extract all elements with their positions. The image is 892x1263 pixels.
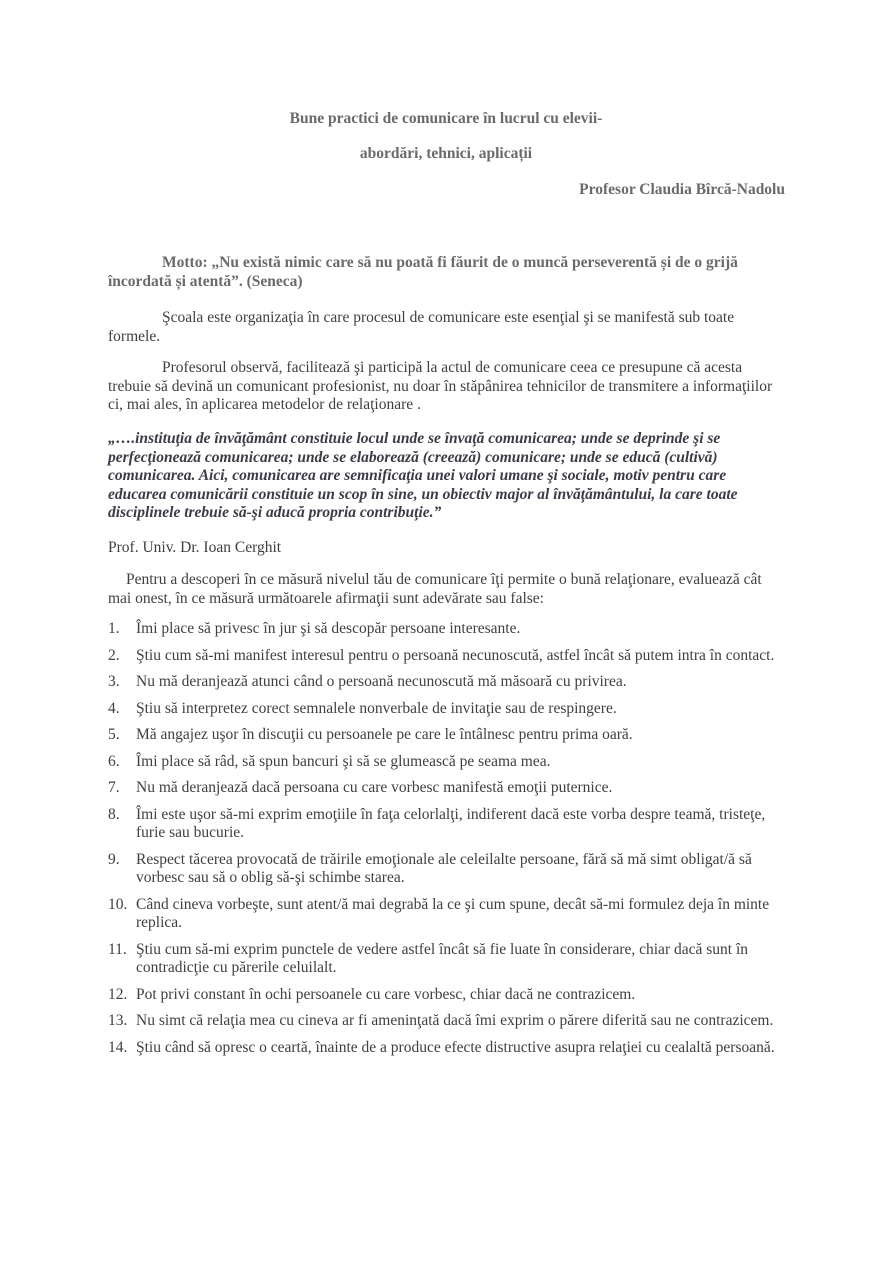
item-text: Îmi place să râd, să spun bancuri şi să se glumească pe seama mea. bbox=[136, 752, 551, 770]
item-number: 13. bbox=[108, 1012, 128, 1029]
item-text: Nu mă deranjează atunci când o persoană necunoscută mă măsoară cu privirea. bbox=[136, 673, 627, 690]
item-text: Ştiu cum să-mi manifest interesul pentru o persoană necunoscută, astfel încât să putem intra în contact. bbox=[136, 646, 775, 664]
item-number: 5. bbox=[108, 726, 120, 743]
list-item bbox=[108, 647, 784, 666]
item-number: 3. bbox=[108, 673, 120, 690]
list-item bbox=[108, 851, 784, 888]
item-number: 9. bbox=[108, 850, 120, 868]
item-text: Ştiu când să opresc o ceartă, înainte de a produce efecte distructive asupra relaţiei cu cealaltă persoană. bbox=[136, 1038, 775, 1056]
list-item bbox=[108, 753, 784, 772]
item-text: Îmi este uşor să-mi exprim emoţiile în faţa celorlalţi, indiferent dacă este vorba despre teamă, tristeţe, furie sau bucurie. bbox=[136, 805, 766, 841]
title-line-2: abordări, tehnici, aplicații bbox=[359, 145, 533, 162]
cerghit-quote: „….instituţia de învăţământ constituie locul unde se învaţă comunicarea; unde se deprinde şi se perfecţionează comunicarea; unde se elaborează (creează) comunicare; unde se educă (cultivă) comunicarea. Aici, comunicarea are semnificaţia unei valori umane şi sociale, motiv pentru care educarea comunicării constituie un scop în sine, un obiectiv major al învăţământului, la care toate disciplinele trebuie să-şi aducă propria contribuţie.” bbox=[108, 430, 738, 521]
item-text: Respect tăcerea provocată de trăirile emoţionale ale celeilalte persoane, fără să mă simt obligat/ă să vorbesc sau să o oblig să-şi schimbe starea. bbox=[136, 850, 752, 886]
item-number: 7. bbox=[108, 779, 120, 796]
paragraph-school: Şcoala este organizaţia în care procesul de comunicare este esenţial şi se manifestă sub toate formele. bbox=[108, 309, 735, 345]
list-item bbox=[108, 986, 784, 1005]
item-number: 11. bbox=[108, 940, 127, 958]
item-text: Când cineva vorbeşte, sunt atent/ă mai degrabă la ce şi cum spune, decât să-mi formulez deja în minte replica. bbox=[136, 895, 770, 931]
item-text: Nu mă deranjează dacă persoana cu care vorbesc manifestă emoţii puternice. bbox=[136, 779, 613, 796]
motto-paragraph: Motto: „Nu există nimic care să nu poată fi făurit de o muncă perseverentă și de o grijă încordată și atentă”. (Seneca) bbox=[108, 254, 738, 290]
list-item bbox=[108, 1039, 784, 1058]
list-item bbox=[108, 620, 784, 639]
item-text: Nu simt că relaţia mea cu cineva ar fi ameninţată dacă îmi exprim o părere diferită sau ne contrazicem. bbox=[136, 1012, 774, 1029]
list-item bbox=[108, 941, 784, 978]
item-number: 14. bbox=[108, 1038, 128, 1056]
item-number: 6. bbox=[108, 752, 120, 770]
statement-list bbox=[108, 620, 784, 1065]
list-item bbox=[108, 700, 784, 719]
item-text: Pot privi constant în ochi persoanele cu care vorbesc, chiar dacă ne contrazicem. bbox=[136, 985, 636, 1003]
item-text: Ştiu cum să-mi exprim punctele de vedere astfel încât să fie luate în considerare, chiar dacă sunt în contradicţie cu părerile celuilalt. bbox=[136, 940, 749, 976]
item-text: Ştiu să interpretez corect semnalele nonverbale de invitaţie sau de respingere. bbox=[136, 699, 617, 717]
item-text: Îmi place să privesc în jur şi să descopăr persoane interesante. bbox=[136, 620, 521, 637]
list-item bbox=[108, 806, 784, 843]
item-number: 1. bbox=[108, 620, 120, 637]
list-item bbox=[108, 1012, 784, 1031]
quote-author: Prof. Univ. Dr. Ioan Cerghit bbox=[108, 539, 282, 556]
item-number: 8. bbox=[108, 805, 120, 823]
author-name: Profesor Claudia Bîrcă-Nadolu bbox=[579, 181, 785, 198]
item-text: Mă angajez uşor în discuţii cu persoanele pe care le întâlnesc pentru prima oară. bbox=[136, 726, 633, 743]
list-item bbox=[108, 726, 784, 745]
item-number: 12. bbox=[108, 985, 128, 1003]
item-number: 10. bbox=[108, 895, 128, 913]
list-item bbox=[108, 779, 784, 798]
intro-paragraph: Pentru a descoperi în ce măsură nivelul tău de comunicare îţi permite o bună relaţionare, evaluează cât mai onest, în ce măsură următoarele afirmaţii sunt adevărate sau false: bbox=[108, 571, 762, 607]
title-line-1: Bune practici de comunicare în lucrul cu elevii- bbox=[289, 110, 603, 127]
item-number: 2. bbox=[108, 646, 120, 664]
list-item bbox=[108, 673, 784, 692]
item-number: 4. bbox=[108, 699, 120, 717]
list-item bbox=[108, 896, 784, 933]
paragraph-teacher: Profesorul observă, facilitează şi participă la actul de comunicare ceea ce presupune că acesta trebuie să devină un comunicant profesionist, nu doar în stăpânirea tehnicilor de transmitere a informaţiilor ci, mai ales, în aplicarea metodelor de relaţionare . bbox=[108, 359, 773, 413]
